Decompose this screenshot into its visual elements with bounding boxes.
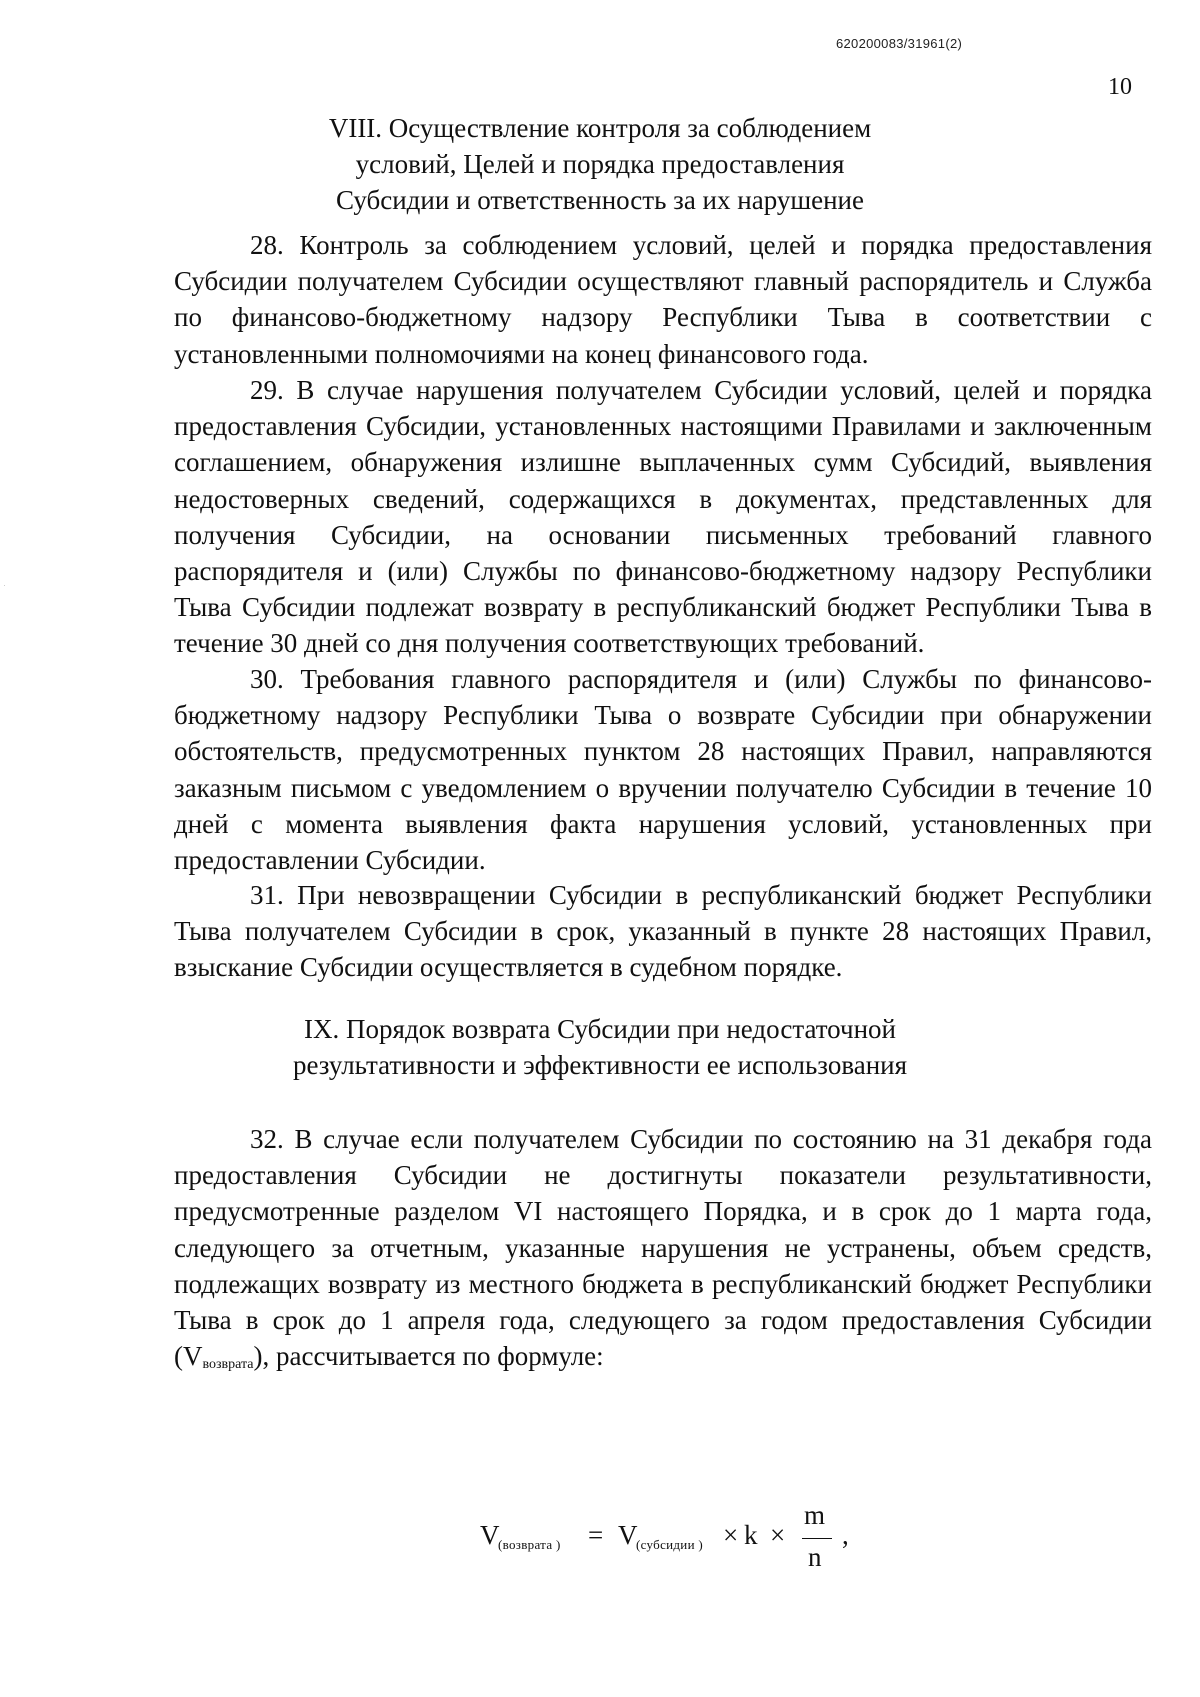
section-ix-title [160, 1011, 1040, 1083]
paragraph-28: 28. Контроль за соблюдением условий, целей и порядка предоставления Субсидии получателем Субсидии осуществляют главный распорядитель и Служба по финансово-бюджетному надзору Республики Тыва в соответствии с установленными полномочиями на конец финансового года. [174, 230, 1152, 369]
formula-comma: , [842, 1520, 849, 1550]
scan-margin-mark [4, 585, 5, 586]
section-ix-title-line-1: IX. Порядок возврата Субсидии при недостаточной [304, 1014, 896, 1044]
formula-rhs-symbol: V [618, 1520, 638, 1550]
page-number: 10 [1108, 74, 1132, 100]
section-viii-title-line-1: VIII. Осуществление контроля за соблюдением [328, 113, 872, 143]
section-viii-title-line-3: Субсидии и ответственность за их нарушение [336, 185, 864, 215]
paragraph-30: 30. Требования главного распорядителя и (или) Службы по финансовобюджетному надзору Республики Тыва о возврате Субсидии при обнаружении обстоятельств, предусмотренных пунктом 28 настоящих Правил, направляются заказным письмом с уведомлением о вручении получателю Субсидии в течение 10 дней с момента выявления факта нарушения условий, установленных при предоставлении Субсидии. [174, 664, 1152, 876]
formula-rhs-subscript: (субсидии ) [636, 1537, 704, 1552]
document-id: 620200083/31961(2) [836, 36, 963, 51]
section-viii-title [160, 110, 1040, 218]
paragraph-32 [174, 1121, 1152, 1374]
paragraph-31: 31. При невозвращении Субсидии в республиканский бюджет Республики Тыва получателем Субсидии в срок, указанный в пункте 28 настоящих Правил, взыскание Субсидии осуществляется в судебном порядке. [174, 880, 1152, 983]
paragraph-32-tail: ), рассчитывается по формуле: [253, 1341, 604, 1372]
formula-denominator: n [808, 1542, 822, 1572]
formula-lhs-symbol: V [480, 1520, 500, 1550]
formula-k: k [744, 1520, 758, 1550]
paragraph-32-subscript: возврата [202, 1357, 254, 1373]
formula-equals-sign: = [588, 1520, 604, 1550]
formula-lhs-subscript: (возврата ) [498, 1537, 561, 1552]
paragraph-32-text: 32. В случае если получателем Субсидии по состоянию на 31 декабря года предоставления Субсидии не достигнуты показатели результативности, предусмотренные разделом VI настоящего Порядка, и в срок до 1 марта года, следующего за отчетным, указанные нарушения не устранены, объем средств, подлежащих возврату из местного бюджета в республиканский бюджет Республики Тыва в срок до 1 апреля года, следующего за годом предоставления Субсидии (V [174, 1124, 1152, 1372]
section-ix-title-line-2: результативности и эффективности ее использования [292, 1050, 908, 1080]
section-viii-title-line-2: условий, Целей и порядка предоставления [355, 149, 845, 179]
formula-numerator: m [804, 1500, 826, 1530]
formula-times-sign-2: × [770, 1520, 786, 1550]
formula-fraction-bar [802, 1538, 832, 1539]
formula-times-sign-1: × [723, 1520, 739, 1550]
paragraph-29: 29. В случае нарушения получателем Субсидии условий, целей и порядка предоставления Субсидии, установленных настоящими Правилами и заключенным соглашением, обнаружения излишне выплаченных сумм Субсидий, выявления недостоверных сведений, содержащихся в документах, представленных для получения Субсидии, на основании письменных требований главного распорядителя и (или) Службы по финансово-бюджетному надзору Республики Тыва Субсидии подлежат возврату в республиканский бюджет Республики Тыва в течение 30 дней со дня получения соответствующих требований. [174, 375, 1152, 659]
